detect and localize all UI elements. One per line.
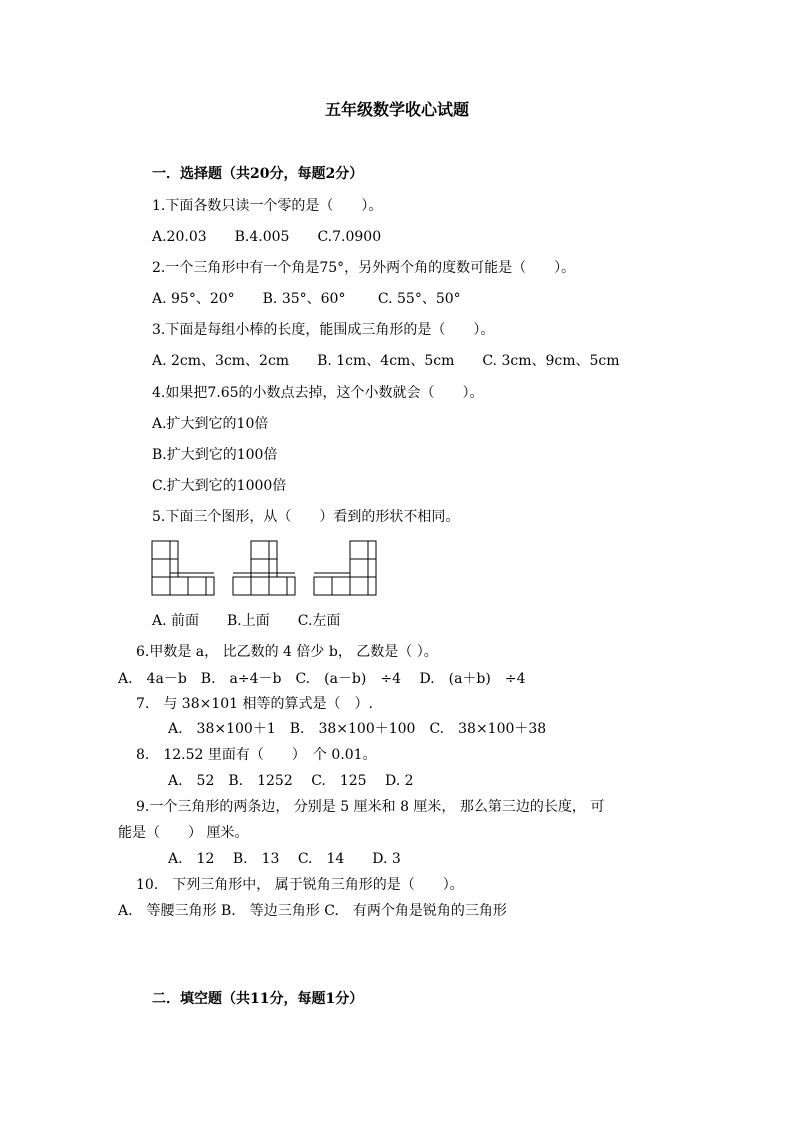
question-7: 7. 与 38×101 相等的算式是（ ）. (136, 696, 373, 712)
page-title: 五年级数学收心试题 (324, 100, 469, 119)
cube-figure-3 (312, 537, 382, 599)
question-4-option-a: A.扩大到它的10倍 (152, 416, 269, 432)
question-5-options: A. 前面 B.上面 C.左面 (152, 613, 341, 629)
question-1-options: A.20.03 B.4.005 C.7.0900 (152, 229, 382, 245)
question-3-options: A. 2cm、3cm、2cm B. 1cm、4cm、5cm C. 3cm、9cm、5cm (152, 353, 620, 369)
section-heading-fill: 二．填空题（共11分，每题1分） (152, 991, 364, 1007)
question-4-option-b: B.扩大到它的100倍 (152, 447, 278, 463)
question-5: 5.下面三个图形，从（ ）看到的形状不相同。 (152, 509, 460, 525)
question-2: 2.一个三角形中有一个角是75°，另外两个角的度数可能是（ ）。 (152, 260, 576, 276)
question-1: 1.下面各数只读一个零的是（ ）。 (152, 198, 383, 214)
section-heading-choice: 一．选择题（共20分，每题2分） (152, 166, 364, 182)
question-9: 9.一个三角形的两条边， 分别是 5 厘米和 8 厘米， 那么第三边的长度， 可 (136, 799, 605, 815)
question-4: 4.如果把7.65的小数点去掉，这个小数就会（ ）。 (152, 385, 484, 401)
question-9-options: A. 12 B. 13 C. 14 D. 3 (168, 851, 401, 867)
question-6: 6.甲数是 a， 比乙数的 4 倍少 b， 乙数是（ ）。 (136, 644, 438, 660)
question-10: 10. 下列三角形中， 属于锐角三角形的是（ ）。 (136, 877, 464, 893)
question-8: 8. 12.52 里面有（ ） 个 0.01。 (136, 747, 377, 763)
question-4-option-c: C.扩大到它的1000倍 (152, 478, 287, 494)
question-3: 3.下面是每组小棒的长度，能围成三角形的是（ ）。 (152, 322, 495, 338)
question-6-options: A. 4a－b B. a÷4－b C. (a－b) ÷4 D. (a＋b) ÷4 (118, 671, 526, 687)
question-9-continued: 能是（ ） 厘米。 (118, 825, 249, 841)
cube-figure-2 (231, 537, 301, 599)
cube-figure-1 (150, 537, 220, 599)
question-8-options: A. 52 B. 1252 C. 125 D. 2 (168, 773, 414, 789)
question-2-options: A. 95°、20° B. 35°、60° C. 55°、50° (152, 291, 461, 307)
question-7-options: A. 38×100＋1 B. 38×100＋100 C. 38×100＋38 (168, 721, 547, 737)
question-10-options: A. 等腰三角形 B. 等边三角形 C. 有两个角是锐角的三角形 (118, 903, 507, 919)
